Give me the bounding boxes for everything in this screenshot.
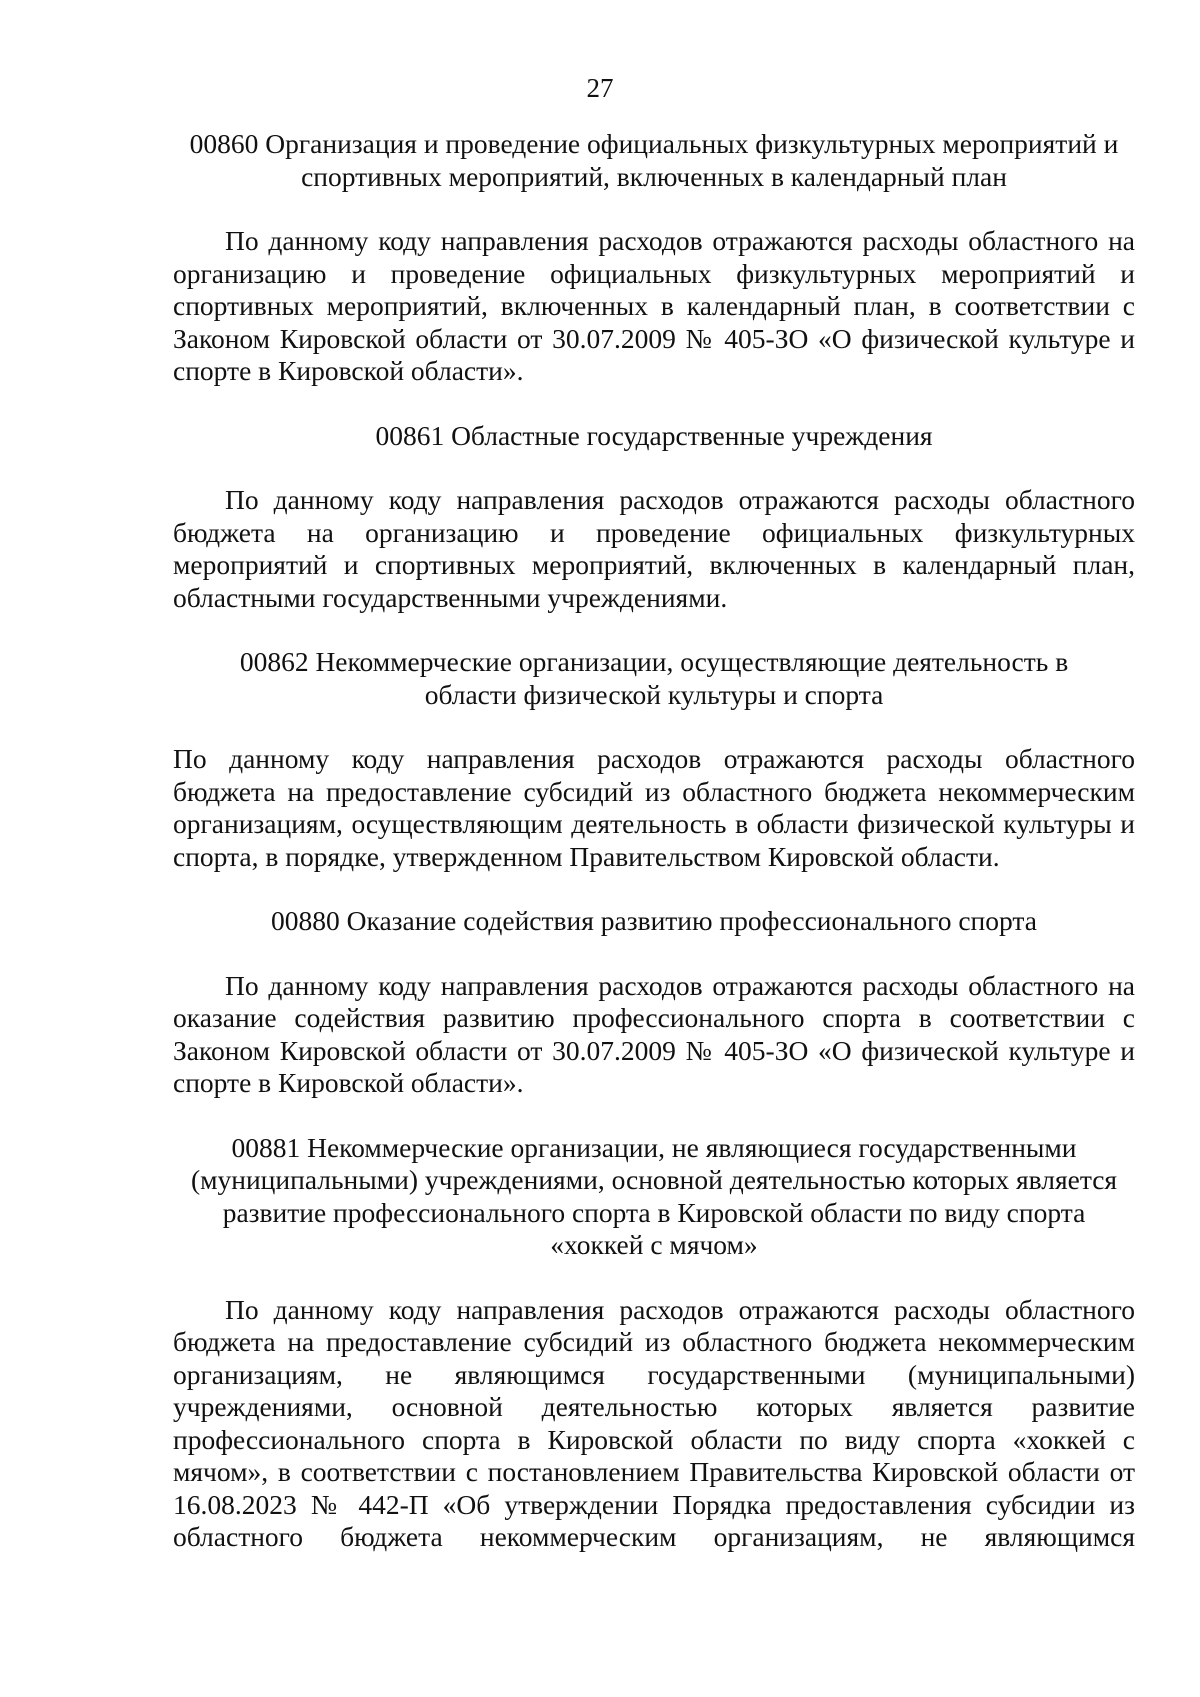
section-paragraph-00880: По данному коду направления расходов отражаются расходы областного на оказание содействия развитию профессионального спорта в соответствии с Законом Кировской области от 30.07.2009 № 405-ЗО «О физической культуре и спорте в Кировской области».	[173, 969, 1135, 1098]
section-paragraph-00860: По данному коду направления расходов отражаются расходы областного на организацию и проведение официальных физкультурных мероприятий и спортивных мероприятий, включенных в календарный план, в соответствии с Законом Кировской области от 30.07.2009 № 405-ЗО «О физической культуре и спорте в Кировской области».	[173, 225, 1135, 386]
page-number: 27	[586, 73, 614, 103]
section-heading-00862	[173, 646, 1135, 711]
section-heading-text: 00860 Организация и проведение официальных физкультурных мероприятий и спортивных мероприятий, включенных в календарный план	[189, 128, 1119, 192]
section-heading-00860	[173, 128, 1135, 193]
section-heading-00880	[173, 905, 1135, 938]
section-heading-00861	[173, 420, 1135, 453]
section-paragraph-00862: По данному коду направления расходов отражаются расходы областного бюджета на предоставление субсидий из областного бюджета некоммерческим организациям, осуществляющим деятельность в области физической культуры и спорта, в порядке, утвержденном Правительством Кировской области.	[173, 743, 1135, 872]
section-heading-text: 00861 Областные государственные учреждения	[375, 419, 933, 451]
section-heading-text: 00862 Некоммерческие организации, осуществляющие деятельность в области физической культуры и спорта	[239, 646, 1069, 710]
section-paragraph-00881: По данному коду направления расходов отражаются расходы областного бюджета на предоставление субсидий из областного бюджета некоммерческим организациям, не являющимся государственными (муниципальными) учреждениями, основной деятельностью которых является развитие профессионального спорта в Кировской области по виду спорта «хоккей с мячом», в соответствии с постановлением Правительства Кировской области от 16.08.2023 № 442-П «Об утверждении Порядка предоставления субсидии из областного бюджета некоммерческим организациям, не являющимся	[173, 1293, 1135, 1552]
section-heading-text: 00881 Некоммерческие организации, не являющиеся государственными (муниципальными) учреждениями, основной деятельностью которых является развитие профессионального спорта в Кировской области по виду спорта «хоккей с мячом»	[190, 1131, 1118, 1260]
document-body	[173, 128, 1135, 1554]
section-heading-text: 00880 Оказание содействия развитию профессионального спорта	[271, 905, 1037, 936]
section-heading-00881	[173, 1132, 1135, 1262]
section-paragraph-00861: По данному коду направления расходов отражаются расходы областного бюджета на организацию и проведение официальных физкультурных мероприятий и спортивных мероприятий, включенных в календарный план, областными государственными учреждениями.	[173, 484, 1135, 613]
